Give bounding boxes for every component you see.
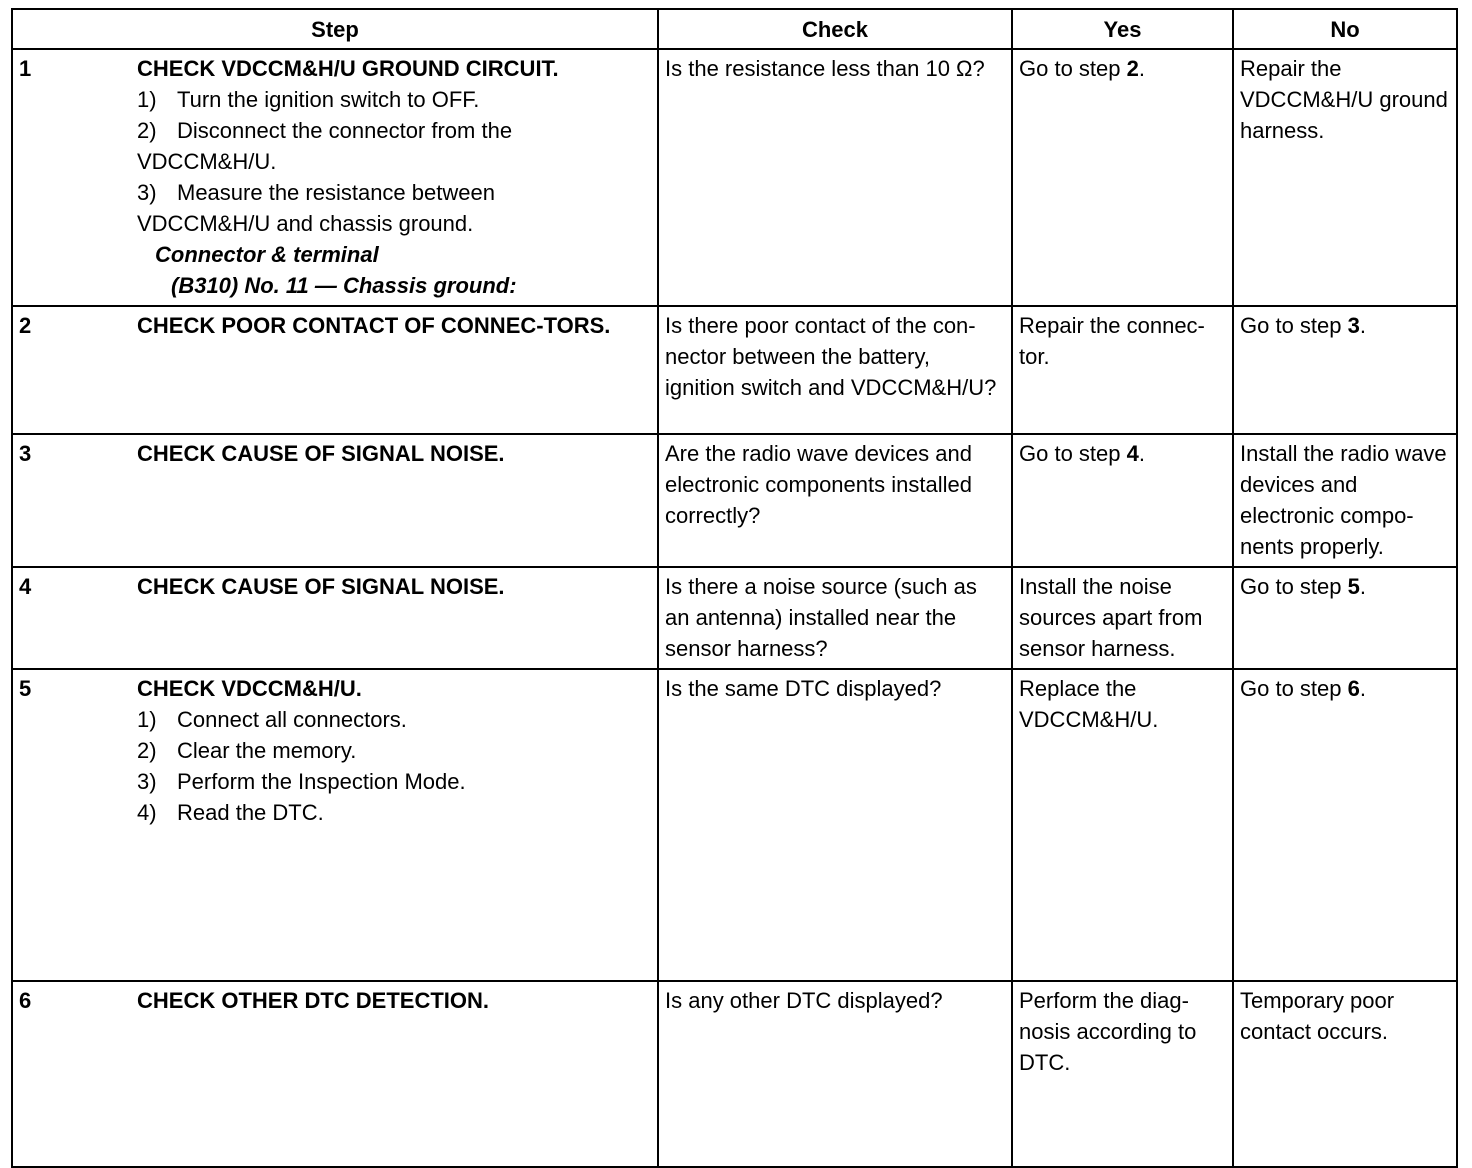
substep: 2) Disconnect the connector from the — [137, 118, 513, 143]
step-number: 2 — [19, 313, 32, 338]
connector-label: Connector & terminal — [155, 242, 379, 267]
yes-cell: Repair the connec-tor. — [1012, 306, 1233, 434]
step-number: 6 — [19, 988, 32, 1013]
table-row — [12, 306, 1457, 434]
header-step: Step — [12, 9, 658, 49]
table-row — [12, 434, 1457, 567]
substep-continuation: VDCCM&H/U. — [137, 149, 277, 174]
substep: 1) Turn the ignition switch to OFF. — [137, 87, 480, 112]
table-row — [12, 981, 1457, 1167]
no-cell: Go to step 6. — [1233, 669, 1457, 981]
check-cell: Is any other DTC displayed? — [658, 981, 1012, 1167]
substep: 1) Connect all connectors. — [137, 707, 407, 732]
substep: 4) Read the DTC. — [137, 800, 324, 825]
step-title: CHECK CAUSE OF SIGNAL NOISE. — [137, 574, 505, 599]
header-check: Check — [658, 9, 1012, 49]
step-number: 3 — [19, 441, 32, 466]
no-cell: Install the radio wave devices and electronic compo-nents properly. — [1233, 434, 1457, 567]
check-cell: Is there a noise source (such as an antenna) installed near the sensor harness? — [658, 567, 1012, 669]
substep: 2) Clear the memory. — [137, 738, 357, 763]
header-no: No — [1233, 9, 1457, 49]
step-title: CHECK POOR CONTACT OF CONNEC-TORS. — [137, 313, 611, 338]
table-row — [12, 49, 1457, 306]
yes-cell: Replace the VDCCM&H/U. — [1012, 669, 1233, 981]
table-row — [12, 669, 1457, 981]
no-cell: Go to step 5. — [1233, 567, 1457, 669]
no-cell: Go to step 3. — [1233, 306, 1457, 434]
substep: 3) Measure the resistance between — [137, 180, 495, 205]
yes-cell: Go to step 2. — [1012, 49, 1233, 306]
yes-cell: Go to step 4. — [1012, 434, 1233, 567]
step-cell — [12, 306, 658, 434]
step-cell — [12, 49, 658, 306]
step-title: CHECK VDCCM&H/U. — [137, 676, 362, 701]
no-cell: Repair the VDCCM&H/U ground harness. — [1233, 49, 1457, 306]
connector-value: (B310) No. 11 — Chassis ground: — [171, 273, 517, 298]
header-yes: Yes — [1012, 9, 1233, 49]
step-number: 1 — [19, 56, 32, 81]
step-cell — [12, 567, 658, 669]
yes-cell: Perform the diag-nosis according to DTC. — [1012, 981, 1233, 1167]
substep: 3) Perform the Inspection Mode. — [137, 769, 466, 794]
check-cell: Are the radio wave devices and electronic components installed correctly? — [658, 434, 1012, 567]
no-cell: Temporary poor contact occurs. — [1233, 981, 1457, 1167]
step-title: CHECK CAUSE OF SIGNAL NOISE. — [137, 441, 505, 466]
step-title: CHECK OTHER DTC DETECTION. — [137, 988, 489, 1013]
step-number: 4 — [19, 574, 32, 599]
step-cell — [12, 669, 658, 981]
substep-continuation: VDCCM&H/U and chassis ground. — [137, 211, 474, 236]
check-cell: Is the same DTC displayed? — [658, 669, 1012, 981]
step-cell — [12, 434, 658, 567]
header-row — [12, 9, 1457, 49]
step-title: CHECK VDCCM&H/U GROUND CIRCUIT. — [137, 56, 559, 81]
step-cell — [12, 981, 658, 1167]
table-row — [12, 567, 1457, 669]
check-cell: Is there poor contact of the con-nector between the battery, ignition switch and VDCCM&H/U? — [658, 306, 1012, 434]
diagnostic-table — [11, 8, 1458, 1168]
check-cell: Is the resistance less than 10 Ω? — [658, 49, 1012, 306]
step-number: 5 — [19, 676, 32, 701]
yes-cell: Install the noise sources apart from sensor harness. — [1012, 567, 1233, 669]
